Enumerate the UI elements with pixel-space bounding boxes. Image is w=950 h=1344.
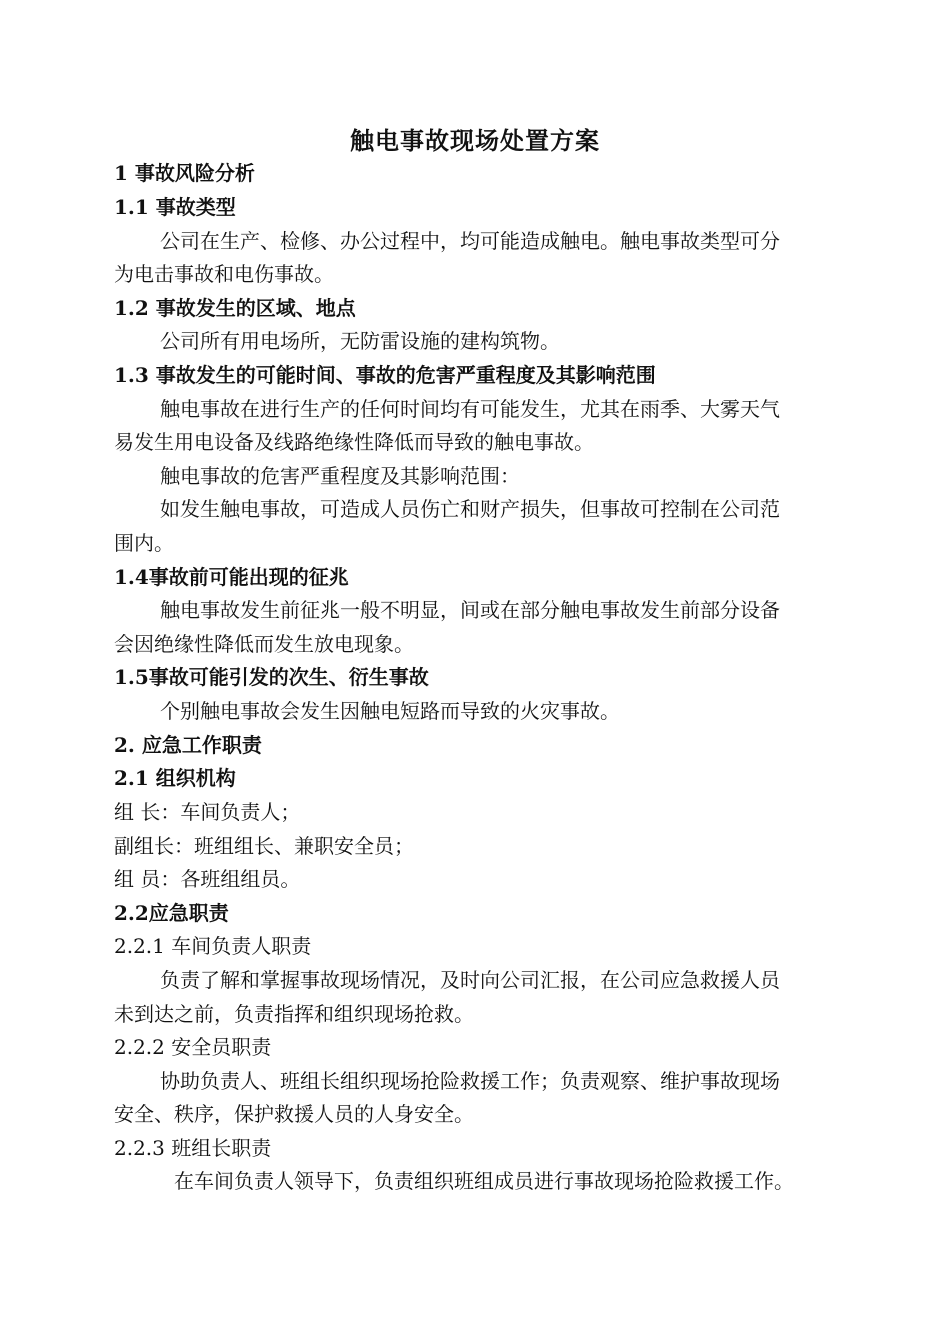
subsection-heading: 1.2 事故发生的区域、地点 — [114, 296, 356, 320]
paragraph-line: 未到达之前，负责指挥和组织现场抢救。 — [114, 1002, 474, 1026]
section-heading: 1 事故风险分析 — [114, 161, 255, 185]
sub-subsection-heading: 2.2.2 安全员职责 — [114, 1035, 272, 1059]
paragraph-line: 触电事故发生前征兆一般不明显，间或在部分触电事故发生前部分设备 — [160, 598, 780, 622]
sub-subsection-heading: 2.2.1 车间负责人职责 — [114, 934, 312, 958]
subsection-heading: 1.5事故可能引发的次生、衍生事故 — [114, 665, 429, 689]
paragraph-line: 围内。 — [114, 531, 174, 555]
paragraph-line: 会因绝缘性降低而发生放电现象。 — [114, 632, 414, 656]
paragraph-line: 在车间负责人领导下，负责组织班组成员进行事故现场抢险救援工作。 — [174, 1169, 794, 1193]
paragraph-line: 安全、秩序，保护救援人员的人身安全。 — [114, 1102, 474, 1126]
paragraph-line: 触电事故在进行生产的任何时间均有可能发生，尤其在雨季、大雾天气 — [160, 397, 780, 421]
list-item: 副组长：班组组长、兼职安全员； — [114, 834, 414, 858]
list-item: 组 员：各班组组员。 — [114, 867, 301, 891]
paragraph-line: 协助负责人、班组长组织现场抢险救援工作；负责观察、维护事故现场 — [160, 1069, 780, 1093]
paragraph-line: 个别触电事故会发生因触电短路而导致的火灾事故。 — [160, 699, 620, 723]
sub-subsection-heading: 2.2.3 班组长职责 — [114, 1136, 272, 1160]
paragraph-line: 如发生触电事故，可造成人员伤亡和财产损失，但事故可控制在公司范 — [160, 497, 780, 521]
subsection-heading: 2.2应急职责 — [114, 901, 229, 925]
subsection-heading: 2.1 组织机构 — [114, 766, 236, 790]
paragraph-line: 触电事故的危害严重程度及其影响范围： — [160, 464, 520, 488]
document-title: 触电事故现场处置方案 — [350, 126, 600, 155]
paragraph-line: 公司在生产、检修、办公过程中，均可能造成触电。触电事故类型可分 — [160, 229, 780, 253]
paragraph-line: 公司所有用电场所，无防雷设施的建构筑物。 — [160, 329, 560, 353]
paragraph-line: 负责了解和掌握事故现场情况，及时向公司汇报，在公司应急救援人员 — [160, 968, 780, 992]
section-heading: 2. 应急工作职责 — [114, 733, 262, 757]
paragraph-line: 易发生用电设备及线路绝缘性降低而导致的触电事故。 — [114, 430, 594, 454]
subsection-heading: 1.1 事故类型 — [114, 195, 236, 219]
subsection-heading: 1.4事故前可能出现的征兆 — [114, 565, 349, 589]
subsection-heading: 1.3 事故发生的可能时间、事故的危害严重程度及其影响范围 — [114, 363, 656, 387]
list-item: 组 长：车间负责人； — [114, 800, 301, 824]
paragraph-line: 为电击事故和电伤事故。 — [114, 262, 334, 286]
